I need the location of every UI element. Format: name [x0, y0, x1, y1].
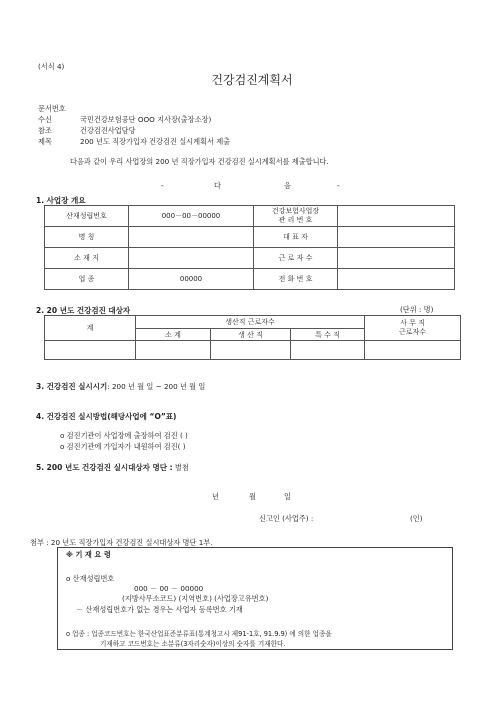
below-char-1: 다: [214, 181, 221, 190]
below-dash-left: -: [161, 181, 164, 190]
doc-no-label: 문서번호: [38, 104, 66, 113]
below-char-2: 음: [284, 181, 291, 190]
production-header: 생 산 직: [211, 329, 291, 341]
section5-value: 별첨: [174, 463, 189, 472]
representative-label: 대 표 자: [254, 227, 338, 248]
worker-count-label: 근 로 자 수: [254, 248, 338, 269]
date-day: 일: [284, 492, 291, 501]
reference-label: 참조: [38, 126, 52, 135]
guide-code-description: (지방사무소코드) (지역번호) (사업장고유번호): [122, 594, 269, 603]
method-option-1: o 검진기관이 사업장에 출장하여 검진 ( ): [60, 431, 188, 440]
attachment-line: 첨부 : 20 년도 직장가입자 건강검진 실시대상자 명단 1부.: [30, 538, 213, 547]
total-cell: [45, 341, 136, 360]
section5-row: [36, 462, 189, 473]
section1-title: 1. 사업장 개요: [36, 196, 86, 205]
address-label: 소 재 지: [45, 248, 129, 269]
recipient-value: 국민건강보험공단 OOO 지사장(출장소장): [80, 115, 212, 124]
representative-value: [338, 227, 455, 248]
guide-code-format: 000 － 00 － 00000: [134, 584, 204, 593]
subtotal-header: 소 계: [136, 329, 211, 341]
section4-title: 4. 건강검진 실시방법(해당사업에 “O”표): [36, 412, 177, 421]
worker-count-value: [338, 248, 455, 269]
writing-guide-box: [57, 547, 453, 650]
reference-value: 건강검진사업담당: [80, 126, 136, 135]
biz-reg-no-label: 산재성립번호: [45, 206, 129, 227]
phone-label: 전 화 번 호: [254, 269, 338, 290]
page-title: 건강검진계획서: [211, 73, 293, 87]
industry-value: 00000: [129, 269, 254, 290]
office-cell: [365, 341, 461, 360]
health-insurance-no-label-line2: 관 리 번 호: [278, 216, 313, 224]
health-insurance-no-label: [254, 206, 338, 227]
intro-text: 다음과 같이 우리 사업장의 200 년 직장가입자 건강검진 실시계획서를 제출합니다.: [70, 157, 329, 166]
subject-label: 제목: [38, 137, 52, 146]
below-dash-right: -: [337, 181, 340, 190]
date-month: 월: [249, 492, 256, 501]
subtotal-cell: [136, 341, 211, 360]
method-option-2: o 검진기관에 가입자가 내원하여 검진( ): [60, 442, 186, 451]
subject-value: 200 년도 직장가입자 건강검진 실시계획서 제출: [80, 137, 231, 146]
address-value: [129, 248, 254, 269]
company-name-label: 명 칭: [45, 227, 129, 248]
unit-label: (단위 : 명): [400, 305, 434, 314]
guide-item-industry-line2: 기재하고 코드번호는 소분류(3자리숫자)이상의 숫자를 기재한다.: [100, 640, 286, 648]
health-insurance-no-value: [338, 206, 455, 227]
guide-item-biz-reg-note: － 산재성립번호가 없는 경우는 사업자 등록번호 기재: [76, 605, 243, 614]
date-year: 년: [212, 492, 219, 501]
guide-item-industry-line1: o 업종 : 업종코드번호는 한국산업표준분류표(통계청고시 제91-1호, 91.9.9) 에 의한 업종을: [66, 630, 332, 638]
section3-title: 3. 건강검진 실시시기: [36, 382, 108, 391]
business-overview-table: [44, 205, 455, 290]
industry-label: 업 종: [45, 269, 129, 290]
section3-value: : 200 년 월 일 ~ 200 년 월 일: [107, 382, 206, 391]
biz-reg-no-value: 000－00－00000: [129, 206, 254, 227]
applicant-seal: (인): [410, 514, 423, 523]
recipient-label: 수신: [38, 115, 52, 124]
office-workers-header: [365, 316, 461, 341]
phone-value: [338, 269, 455, 290]
health-insurance-no-label-line1: 건강보험사업장: [271, 207, 320, 215]
special-header: 특 수 직: [291, 329, 365, 341]
office-workers-header-line2: 근로자수: [399, 328, 427, 336]
production-workers-header: 생산직 근로자수: [136, 316, 365, 329]
company-name-value: [129, 227, 254, 248]
checkup-target-table: [44, 315, 461, 360]
office-workers-header-line1: 사 무 직: [400, 319, 425, 327]
section3-row: [36, 381, 205, 392]
guide-item-biz-reg-no: o 산재성립번호: [66, 574, 115, 583]
production-cell: [211, 341, 291, 360]
section2-title: 2. 20 년도 건강검진 대상자: [36, 306, 131, 315]
writing-guide-title: ※ 기 재 요 령: [66, 550, 111, 559]
special-cell: [291, 341, 365, 360]
total-header: 계: [45, 316, 136, 341]
applicant-label: 신고인 (사업주) :: [259, 514, 314, 523]
form-number: (서식 4): [38, 62, 65, 71]
section5-title: 5. 200 년도 건강검진 실시대상자 명단 :: [36, 463, 173, 472]
